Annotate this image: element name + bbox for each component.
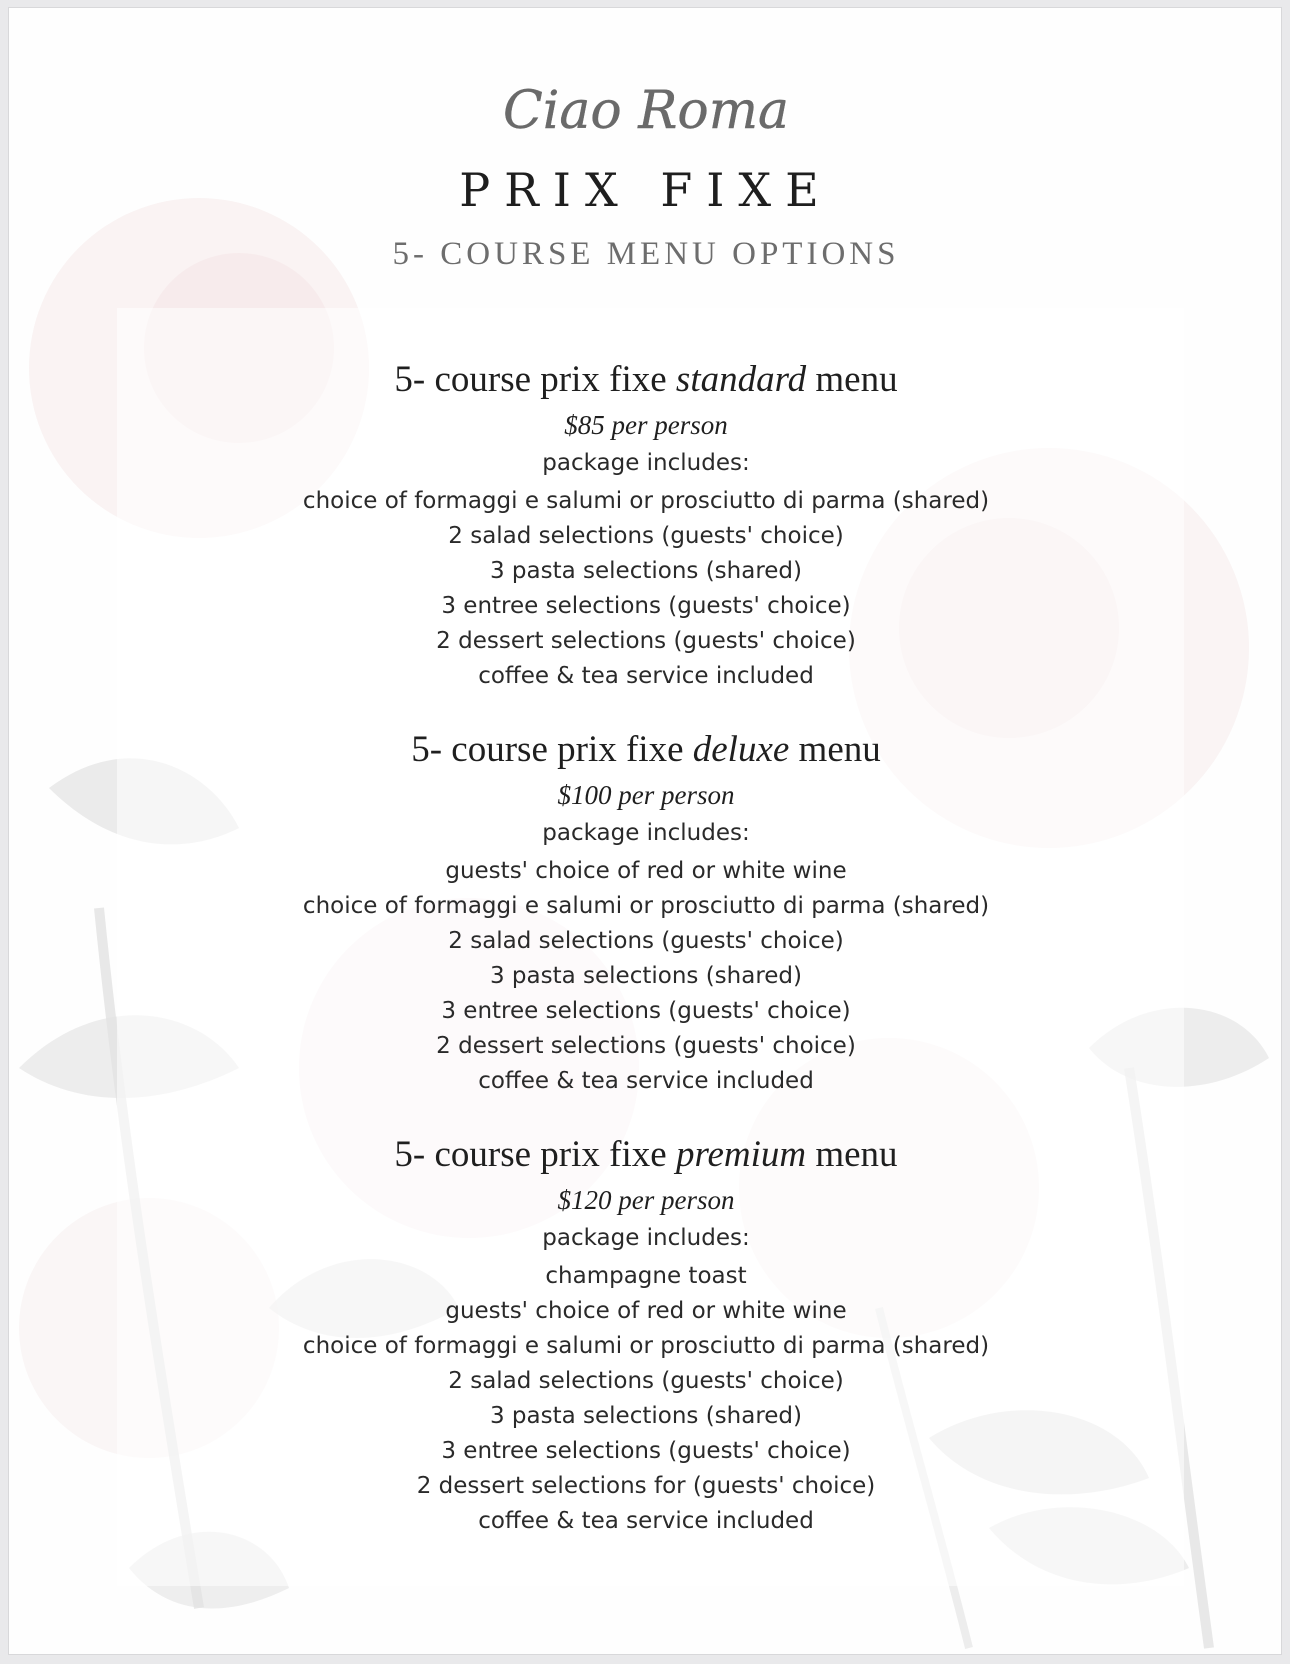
script-logo-icon	[496, 70, 796, 160]
menu-heading: 5- course prix fixe premium menu	[394, 1134, 898, 1175]
page-subtitle: 5- COURSE MENU OPTIONS	[392, 236, 900, 272]
menu-item: 3 entree selections (guests' choice)	[441, 1438, 851, 1464]
includes-label: package includes:	[542, 1225, 750, 1251]
menu-item: coffee & tea service included	[478, 663, 814, 689]
menu-item: 3 pasta selections (shared)	[489, 1403, 803, 1429]
menu-item: 3 pasta selections (shared)	[489, 558, 803, 584]
menu-item: 2 dessert selections (guests' choice)	[436, 1033, 856, 1059]
menu-item: 3 entree selections (guests' choice)	[441, 593, 851, 619]
menu-heading: 5- course prix fixe deluxe menu	[411, 729, 881, 770]
menu-price: $120 per person	[557, 1185, 735, 1215]
menu-item: choice of formaggi e salumi or prosciutto di parma (shared)	[302, 488, 990, 514]
logo-text: Ciao Roma	[502, 81, 790, 141]
page-title: PRIX FIXE	[459, 163, 833, 217]
menu-standard	[9, 358, 1282, 694]
menu-item: 2 dessert selections (guests' choice)	[436, 628, 856, 654]
includes-label: package includes:	[542, 820, 750, 846]
menu-item: coffee & tea service included	[478, 1508, 814, 1534]
menu-item: guests' choice of red or white wine	[445, 1298, 847, 1324]
menu-deluxe	[9, 728, 1282, 1099]
menu-item: 2 salad selections (guests' choice)	[448, 1368, 844, 1394]
includes-label: package includes:	[542, 450, 750, 476]
menu-item: 2 dessert selections for (guests' choice)	[416, 1473, 876, 1499]
menu-item: coffee & tea service included	[478, 1068, 814, 1094]
menu-item: guests' choice of red or white wine	[445, 858, 847, 884]
menu-premium	[9, 1133, 1282, 1539]
menu-price: $85 per person	[564, 410, 728, 440]
menu-page	[8, 7, 1282, 1655]
menu-item: choice of formaggi e salumi or prosciutto di parma (shared)	[302, 1333, 990, 1359]
menu-item: choice of formaggi e salumi or prosciutto di parma (shared)	[302, 893, 990, 919]
menu-item: 3 pasta selections (shared)	[489, 963, 803, 989]
menu-heading: 5- course prix fixe standard menu	[394, 359, 898, 400]
menu-item: 3 entree selections (guests' choice)	[441, 998, 851, 1024]
ciao-roma-logo	[9, 70, 1282, 160]
menu-item: champagne toast	[545, 1263, 747, 1289]
menu-price: $100 per person	[557, 780, 735, 810]
menu-item: 2 salad selections (guests' choice)	[448, 523, 844, 549]
menu-item: 2 salad selections (guests' choice)	[448, 928, 844, 954]
